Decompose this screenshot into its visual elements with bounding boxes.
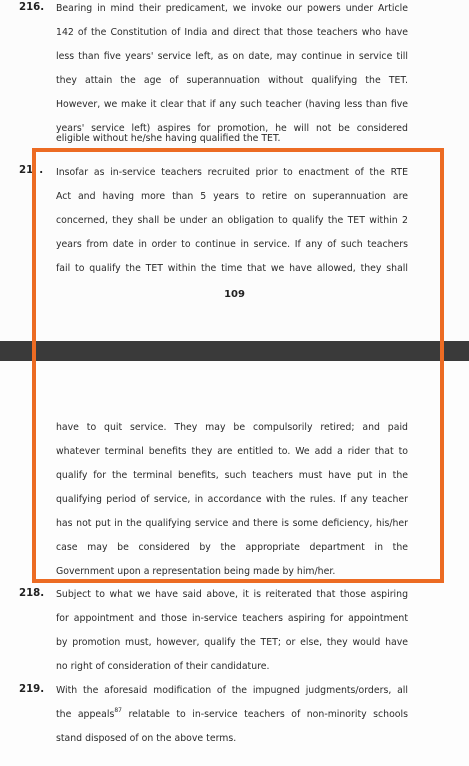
text-line: they attain the age of superannuation without qualifying the TET. [56, 75, 408, 86]
text-line: qualifying period of service, in accordance with the rules. If any teacher [56, 494, 408, 505]
text-line: With the aforesaid modification of the impugned judgments/orders, all [56, 685, 408, 696]
text-line: fail to qualify the TET within the time that we have allowed, they shall [56, 263, 408, 274]
text-line: for appointment and those in-service teachers aspiring for appointment [56, 613, 408, 624]
paragraph-number-219: 219. [19, 684, 45, 695]
paragraph-number-218: 218. [19, 588, 45, 599]
paragraph-number-217: 21 . [19, 165, 44, 176]
text-line: years' service left) aspires for promotion, he will not be considered [56, 123, 408, 134]
text-line: However, we make it clear that if any such teacher (having less than five [56, 99, 408, 110]
highlight-box [32, 148, 444, 583]
footnote-reference[interactable]: 87 [114, 707, 122, 714]
text-line: stand disposed of on the above terms. [56, 733, 237, 744]
text-line: no right of consideration of their candidature. [56, 661, 270, 672]
text-line: concerned, they shall be under an obligation to qualify the TET within 2 [56, 215, 408, 226]
text-line: 142 of the Constitution of India and direct that those teachers who have [56, 27, 408, 38]
text-line: Government upon a representation being made by him/her. [56, 566, 336, 577]
text-line: whatever terminal benefits they are entitled to. We add a rider that to [56, 446, 408, 457]
text-line: Insofar as in-service teachers recruited prior to enactment of the RTE [56, 167, 408, 178]
text-line: qualify for the terminal benefits, such teachers must have put in the [56, 470, 408, 481]
paragraph-number-216: 216. [19, 2, 45, 13]
text-line: less than five years' service left, as on date, may continue in service till [56, 51, 408, 62]
text-line: Bearing in mind their predicament, we invoke our powers under Article [56, 3, 408, 14]
text-line: have to quit service. They may be compulsorily retired; and paid [56, 422, 408, 433]
text-line: by promotion must, however, qualify the TET; or else, they would have [56, 637, 408, 648]
text-line: has not put in the qualifying service and there is some deficiency, his/her [56, 518, 408, 529]
text-line: Act and having more than 5 years to retire on superannuation are [56, 191, 408, 202]
page-number: 109 [224, 289, 245, 300]
text-line: the appeals$^{87}$ relatable to in-service teachers of non-minority schools [56, 707, 408, 720]
text-line: case may be considered by the appropriate department in the [56, 542, 408, 553]
text-line: eligible without he/she having qualified the TET. [56, 133, 281, 144]
clipped-text-line [56, 133, 296, 146]
text-line: years from date in order to continue in service. If any of such teachers [56, 239, 408, 250]
text-line: Subject to what we have said above, it is reiterated that those aspiring [56, 589, 408, 600]
